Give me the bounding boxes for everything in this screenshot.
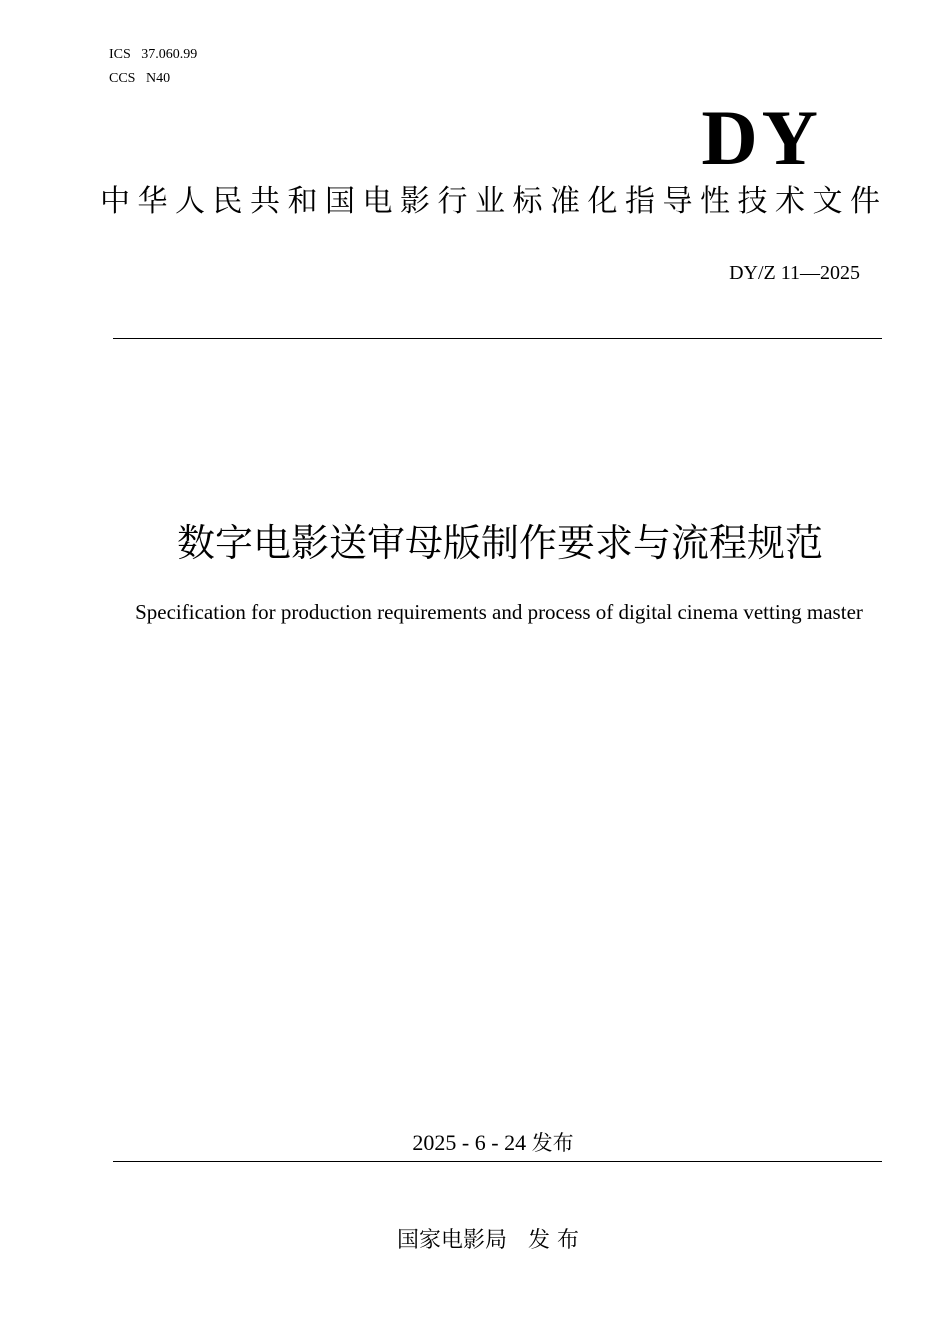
footer-divider: [113, 1161, 882, 1162]
header-divider: [113, 338, 882, 339]
issuer-label: 发 布: [528, 1228, 579, 1253]
document-title-chinese: 数字电影送审母版制作要求与流程规范: [176, 521, 823, 565]
document-title-english: Specification for production requirements and process of digital cinema vetting master: [135, 600, 863, 624]
issue-date: 2025 - 6 - 24: [412, 1130, 527, 1155]
ics-code: ICS 37.060.99: [109, 47, 198, 62]
issue-date-line: [0, 1128, 950, 1158]
ccs-code: CCS N40: [109, 71, 171, 86]
issuer-line: [0, 1225, 950, 1257]
issuer-name: 国家电影局: [397, 1228, 508, 1253]
standard-number: DY/Z 11—2025: [729, 262, 860, 284]
standard-category-title: 中华人民共和国电影行业标准化指导性技术文件: [100, 184, 880, 219]
dy-logo: DY: [701, 94, 822, 181]
issue-label: 发布: [531, 1131, 574, 1155]
